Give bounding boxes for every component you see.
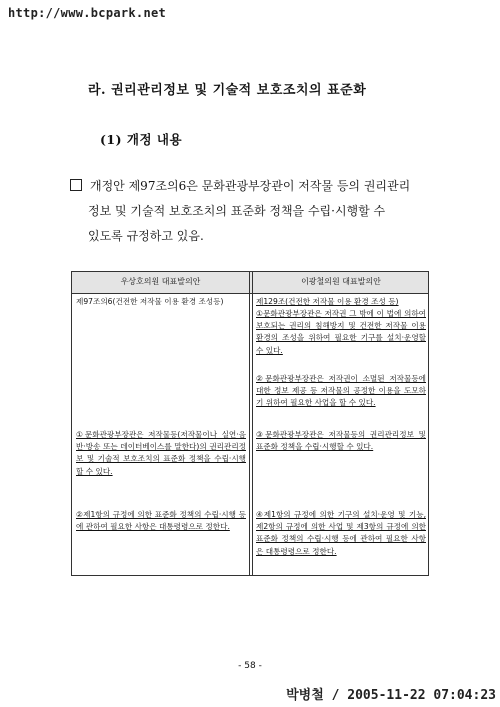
comparison-table [71,271,429,576]
site-watermark: http://www.bcpark.net [8,6,167,20]
paragraph-line-3: 있도록 규정하고 있음. [88,229,204,243]
page-number: - 58 - [238,661,262,671]
author-timestamp-watermark: 박병철 / 2005-11-22 07:04:23 [286,688,496,703]
body-paragraph [70,174,430,249]
paragraph-line-2: 정보 및 기술적 보호조치의 표준화 정책을 수립·시행할 수 [88,204,386,218]
subsection-title: (1) 개정 내용 [100,132,183,147]
right-item-3: ③문화관광부장관은 저작물등의 권리관리정보 및 표준화 정책을 수립·시행할 수 있다. [256,430,426,452]
left-article-title: 제97조의6(건전한 저작물 이용 환경 조성등) [76,297,224,306]
header-right: 이광철의원 대표발의안 [301,277,381,286]
left-item-2: ②제1항의 규정에 의한 표준화 정책의 수립·시행 등에 관하여 필요한 사항은 대통령령으로 정한다. [76,510,246,532]
paragraph-line-1: 개정안 제97조의6은 문화관광부장관이 저작물 등의 권리관리 [90,179,411,193]
section-title: 라. 권리관리정보 및 기술적 보호조치의 표준화 [88,83,367,98]
table-header-row [72,272,428,294]
right-item-1: ①문화관광부장관은 저작권 그 밖에 이 법에 의하여 보호되는 권리의 침해방지 및 건전한 저작물 이용 환경의 조성을 위하여 필요한 기구를 설치·운영할 수 있다. [256,309,426,355]
checkbox-bullet-icon [70,179,82,191]
right-item-2: ②문화관광부장관은 저작권이 소멸된 저작물등에 대한 정보 제공 등 저작물의 공정한 이용을 도모하기 위하여 필요한 사업을 할 수 있다. [256,374,426,408]
column-divider [249,272,250,575]
header-left: 우상호의원 대표발의안 [120,277,201,286]
right-article-title: 제129조(건전한 저작물 이용 환경 조성 등) [256,297,399,306]
left-item-1: ①문화관광부장관은 저작물등(저작물이나 실연·음반·방송 또는 데이터베이스를 말한다)의 권리관리정보 및 기술적 보호조치의 표준화 정책을 수립·시행할 수 있다. [76,430,246,476]
right-item-4: ④제1항의 규정에 의한 기구의 설치·운영 및 기능, 제2항의 규정에 의한 사업 및 제3항의 규정에 의한 표준화 정책의 수립·시행 등에 관하여 필요한 사항은 대통령령으로 정한다. [256,510,426,556]
column-divider-double [252,272,253,575]
